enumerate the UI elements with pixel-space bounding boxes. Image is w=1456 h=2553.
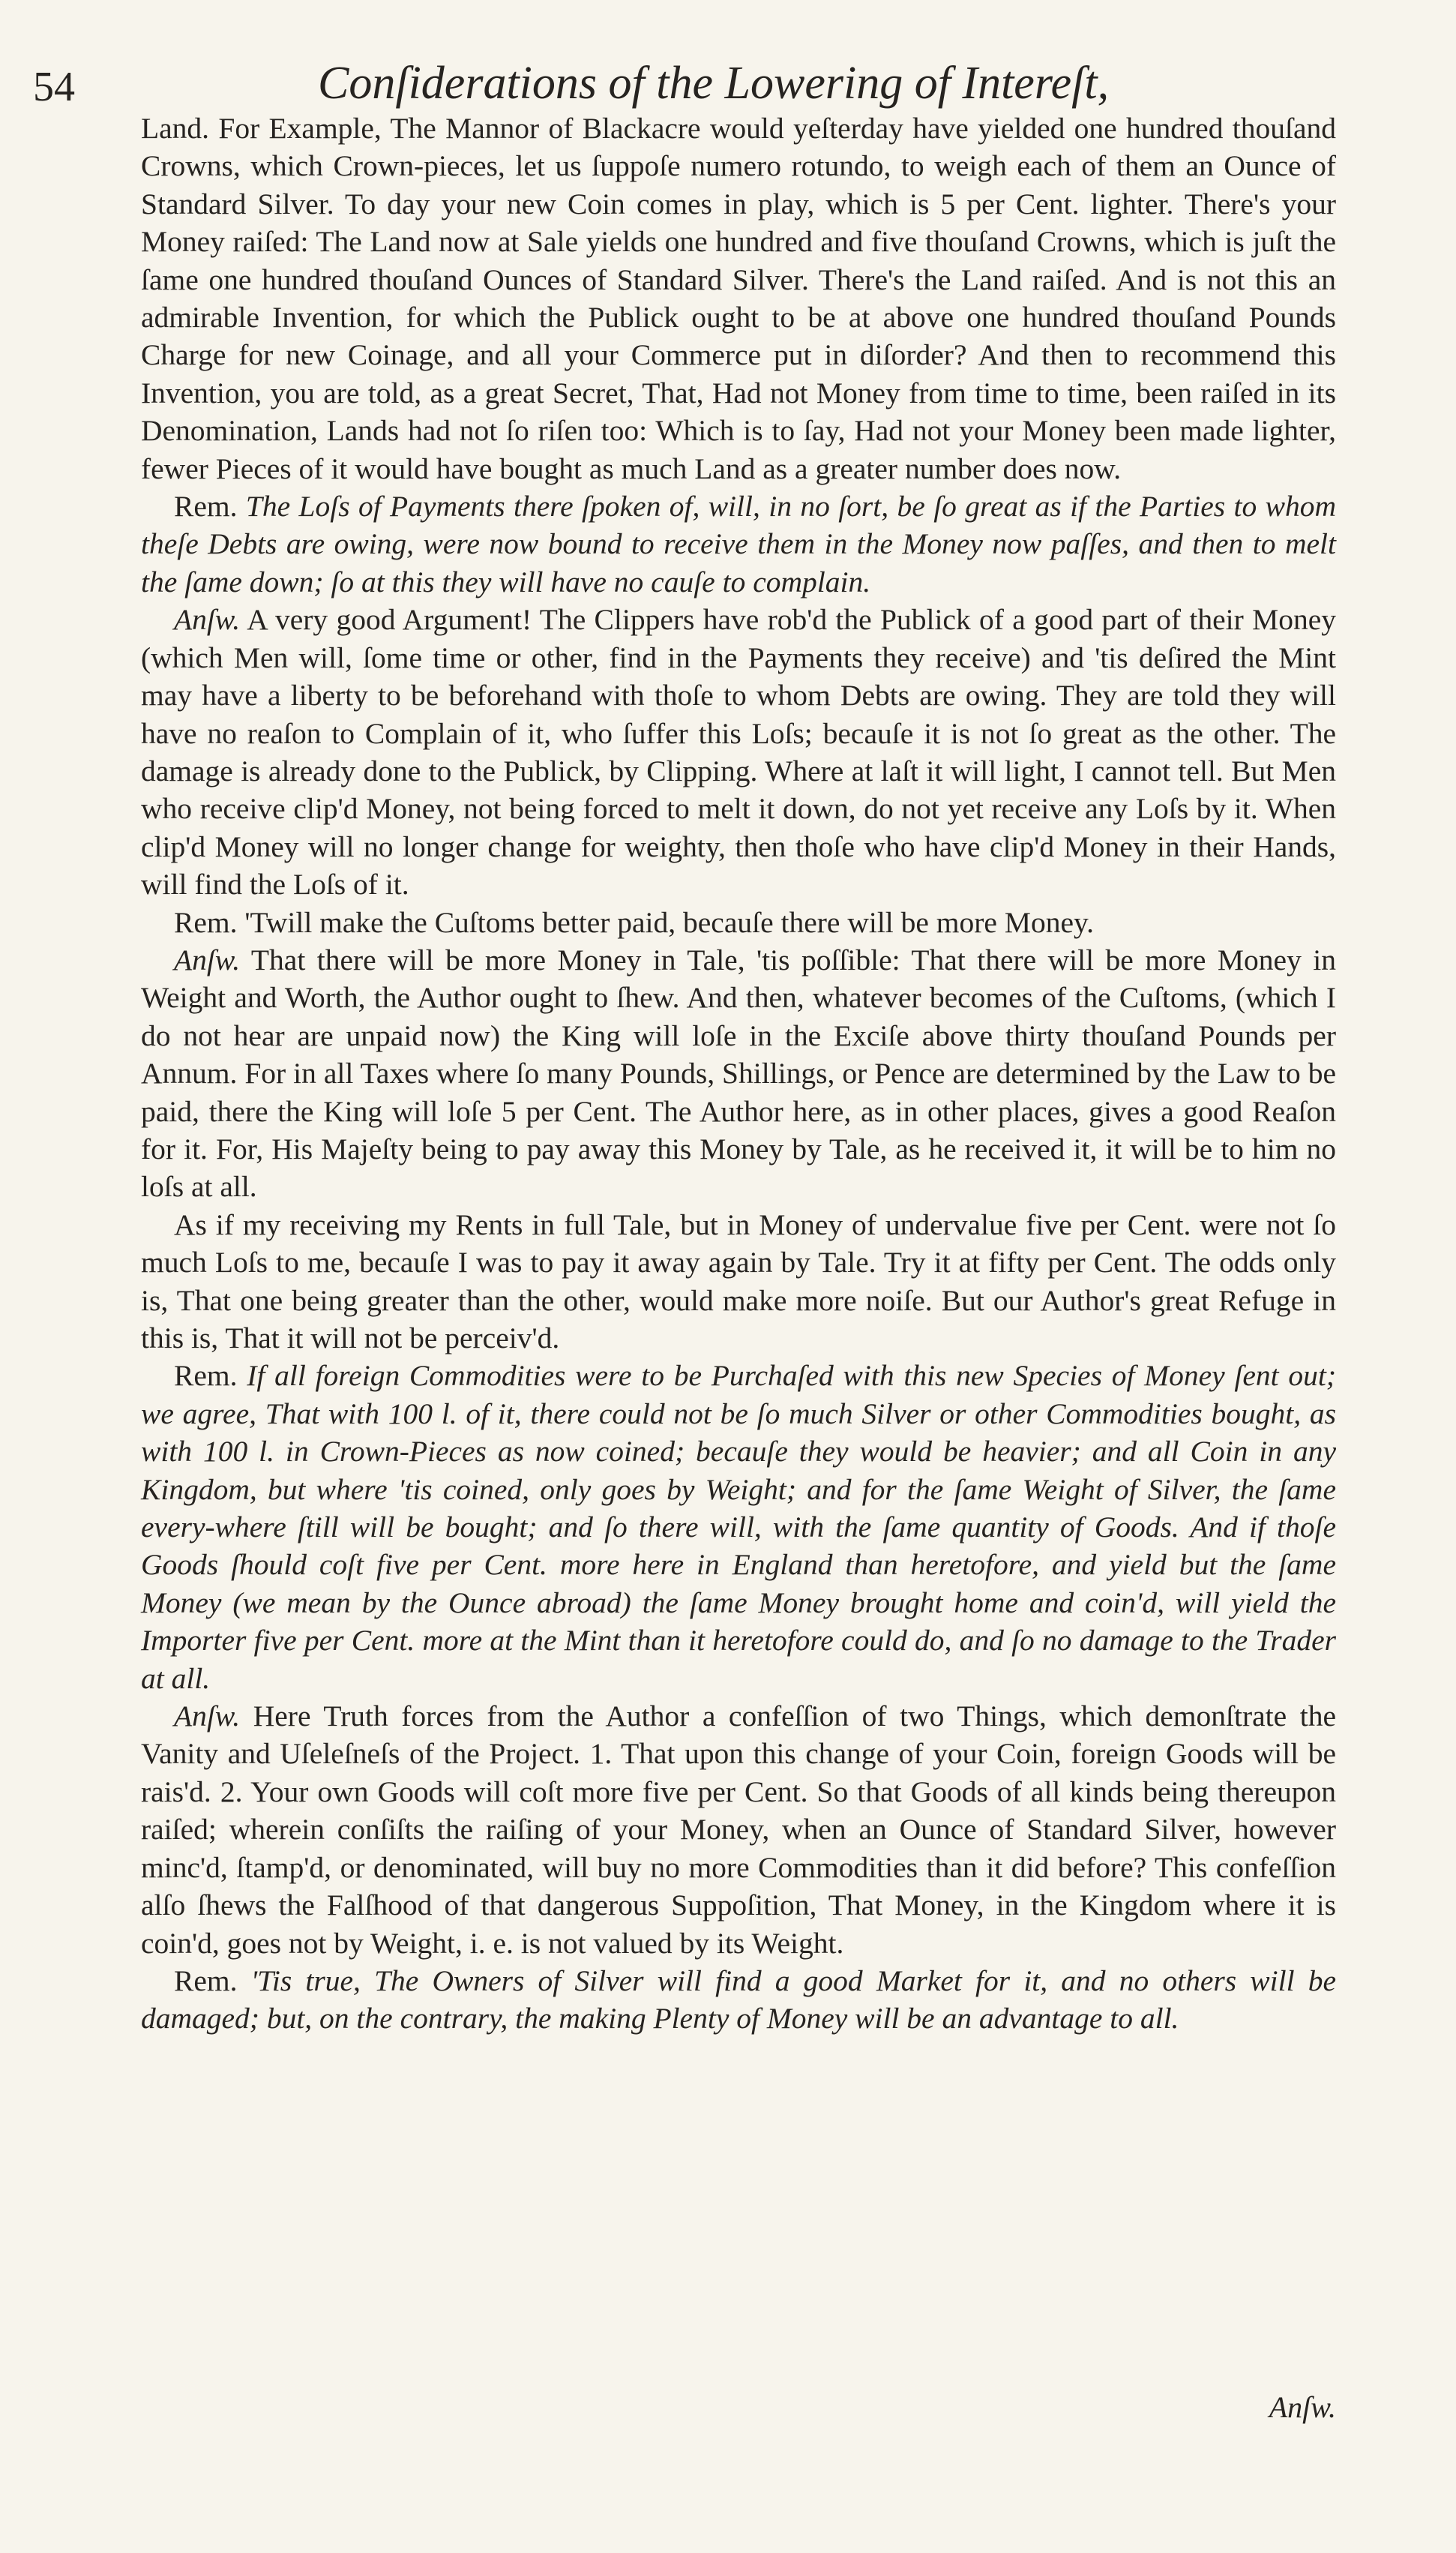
paragraph (141, 601, 1336, 903)
paragraph-text: Here Truth forces from the Author a confeſſion of two Things, which demonſtrate the Vanity and Uſeleſneſs of the Project. 1. That upon this change of your Coin, foreign Goods will be rais'd. 2. Your own Goods will coſt more five per Cent. So that Goods of all kinds being thereupon raiſed; wherein conſiſts the raiſing of your Money, when an Ounce of Standard Silver, however minc'd, ſtamp'd, or denominated, will buy no more Commodities than it did before? This confeſſion alſo ſhews the Falſhood of that dangerous Suppoſition, That Money, in the Kingdom where it is coin'd, goes not by Weight, i. e. is not valued by its Weight. (141, 1700, 1336, 1960)
speaker-label: Rem. (174, 1359, 238, 1393)
speaker-label: Rem. (174, 490, 238, 524)
paragraph (141, 1357, 1336, 1697)
paragraph-text: As if my receiving my Rents in full Tale, but in Money of undervalue five per Cent. were not ſo much Loſs to me, becauſe I was to pay it away again by Tale. Try it at fifty per Cent. The odds only is, That one being greater than the other, would make more noiſe. But our Author's great Refuge in this is, That it will not be perceiv'd. (141, 1208, 1336, 1354)
paragraph (141, 904, 1336, 941)
paragraph (141, 1206, 1336, 1358)
speaker-label: Anſw. (174, 1700, 241, 1733)
paragraph (141, 1697, 1336, 1962)
paragraph (141, 941, 1336, 1206)
paragraph (141, 1962, 1336, 2038)
paragraph (141, 488, 1336, 601)
running-title: Conſiderations of the Lowering of Intereſt, (318, 58, 1110, 109)
paragraph-text: 'Twill make the Cuſtoms better paid, becauſe there will be more Money. (244, 905, 1095, 939)
paragraph-text: A very good Argument! The Clippers have rob'd the Publick of a good part of their Money (which Men will, ſome time or other, find in the Payments they receive) and 'tis deſired the Mint may have a liberty to be beforehand with thoſe to whom Debts are owing. They are told they will have no reaſon to Complain of it, who ſuffer this Loſs; becauſe it is not ſo great as the other. The damage is already done to the Publick, by Clipping. Where at laſt it will light, I cannot tell. But Men who receive clip'd Money, not being forced to melt it down, do not yet receive any Loſs by it. When clip'd Money will no longer change for weighty, then thoſe who have clip'd Money in their Hands, will find the Loſs of it. (141, 603, 1336, 902)
page-number: 54 (33, 64, 75, 110)
paragraph-text: If all foreign Commodities were to be Purchaſed with this new Species of Money ſent out; we agree, That with 100 l. of it, there could not be ſo much Silver or other Commodities bought, as with 100 l. in Crown-Pieces as now coined; becauſe they would be heavier; and all Coin in any Kingdom, but where 'tis coined, only goes by Weight; and for the ſame Weight of Silver, the ſame every-where ſtill will be bought; and ſo there will, with the ſame quantity of Goods. And if thoſe Goods ſhould coſt five per Cent. more here in England than heretofore, and yield but the ſame Money (we mean by the Ounce abroad) the ſame Money brought home and coin'd, will yield the Importer five per Cent. more at the Mint than it heretofore could do, and ſo no damage to the Trader at all. (141, 1359, 1336, 1695)
paragraph-text: That there will be more Money in Tale, 'tis poſſible: That there will be more Money in Weight and Worth, the Author ought to ſhew. And then, whatever becomes of the Cuſtoms, (which I do not hear are unpaid now) the King will loſe in the Exciſe above thirty thouſand Pounds per Annum. For in all Taxes where ſo many Pounds, Shillings, or Pence are determined by the Law to be paid, there the King will loſe 5 per Cent. The Author here, as in other places, gives a good Reaſon for it. For, His Majeſty being to pay away this Money by Tale, as he received it, it will be to him no loſs at all. (141, 943, 1337, 1204)
paragraph-text: 'Tis true, The Owners of Silver will find a good Market for it, and no others will be damaged; but, on the contrary, the making Plenty of Money will be an advantage to all. (141, 1964, 1336, 2036)
paragraph (141, 110, 1336, 488)
paragraph-text: Land. For Example, The Mannor of Blackacre would yeſterday have yielded one hundred thouſand Crowns, which Crown-pieces, let us ſuppoſe numero rotundo, to weigh each of them an Ounce of Standard Silver. To day your new Coin comes in play, which is 5 per Cent. lighter. There's your Money raiſed: The Land now at Sale yields one hundred and five thouſand Crowns, which is juſt the ſame one hundred thouſand Ounces of Standard Silver. There's the Land raiſed. And is not this an admirable Invention, for which the Publick ought to be at above one hundred thouſand Pounds Charge for new Coinage, and all your Commerce put in diſorder? And then to recommend this Invention, you are told, as a great Secret, That, Had not Money from time to time, been raiſed in its Denomination, Lands had not ſo riſen too: Which is to ſay, Had not your Money been made lighter, fewer Pieces of it would have bought as much Land as a greater number does now. (141, 112, 1336, 485)
speaker-label: Rem. (174, 905, 238, 939)
speaker-label: Rem. (174, 1964, 238, 1997)
body-text (141, 110, 1336, 2038)
paragraph-text: The Loſs of Payments there ſpoken of, will, in no ſort, be ſo great as if the Parties to whom theſe Debts are owing, were now bound to receive them in the Money now paſſes, and then to melt the ſame down; ſo at this they will have no cauſe to complain. (141, 490, 1337, 598)
catchword: Anſw. (1269, 2390, 1336, 2424)
speaker-label: Anſw. (174, 603, 241, 637)
speaker-label: Anſw. (174, 943, 241, 976)
